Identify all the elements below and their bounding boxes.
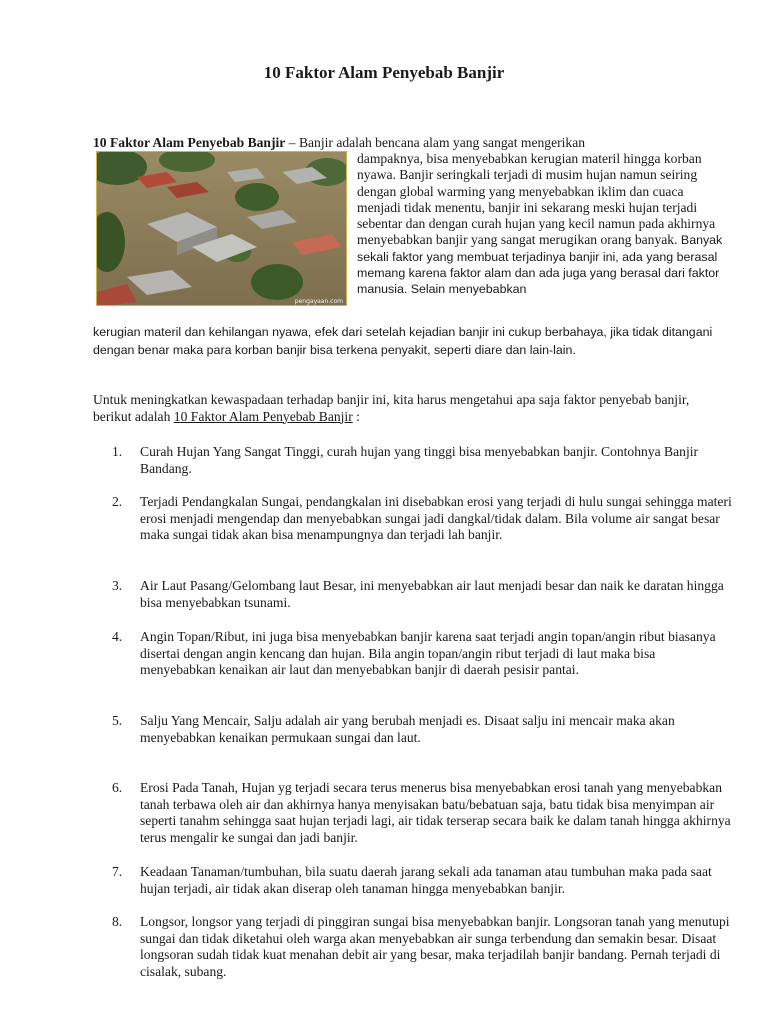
list-item-number: 6.	[112, 780, 123, 795]
list-item-number: 3.	[112, 578, 123, 593]
list-item	[112, 494, 732, 544]
list-item-number: 4.	[112, 629, 123, 644]
list-item-text: Longsor, longsor yang terjadi di pinggiran sungai bisa menyebabkan banjir. Longsoran tanah yang menutupi sungai dan tidak diketahui oleh warga akan menyebabkan air sunga terbendung dan semakin besar. Disaat longsoran sudah tidak kuat menahan debit air yang besar, maka terjadilah banjir bandang. Pernah terjadi di cisalak, subang.	[140, 914, 730, 979]
intro-beside-sans: Banyak sekali faktor yang membuat terjadinya banjir ini, ada yang berasal memang karena faktor alam dan ada juga yang berasal dari faktor manusia. Selain menyebabkan	[357, 233, 723, 297]
list-item	[112, 629, 732, 679]
list-item	[112, 713, 732, 746]
list-item-text: Terjadi Pendangkalan Sungai, pendangkalan ini disebabkan erosi yang terjadi di hulu sungai sehingga materi erosi menjadi mengendap dan menyebabkan sungai jadi dangkal/tidak dalam. Bila volume air sangat besar maka sungai tidak akan bisa menampungnya dan terjadi lah banjir.	[140, 494, 732, 542]
list-item-text: Salju Yang Mencair, Salju adalah air yang berubah menjadi es. Disaat salju ini mencair maka akan menyebabkan kenaikan permukaan sungai dan laut.	[140, 713, 675, 745]
list-item-text: Air Laut Pasang/Gelombang laut Besar, ini menyebabkan air laut menjadi besar dan naik ke daratan hingga bisa menyebabkan tsunami.	[140, 578, 724, 610]
page-title: 10 Faktor Alam Penyebab Banjir	[263, 63, 505, 82]
list-item	[112, 864, 732, 897]
intro-beside-serif: dampaknya, bisa menyebabkan kerugian materil hingga korban nyawa. Banjir seringkali terjadi di musim hujan namun seiring dengan global warming yang menyebabkan iklim dan cuaca menjadi tidak menentu, banjir ini sekarang meski hujan terjadi sebentar dan dengan curah hujan yang kecil namun pada akhirnya menyebabkan banjir yang sangat merugikan orang banyak.	[357, 151, 716, 248]
para2-after-link: :	[352, 408, 360, 424]
list-item-text: Curah Hujan Yang Sangat Tinggi, curah hujan yang tinggi bisa menyebabkan banjir. Contohnya Banjir Bandang.	[140, 444, 699, 476]
list-item	[112, 444, 732, 477]
list-item-text: Angin Topan/Ribut, ini juga bisa menyebabkan banjir karena saat terjadi angin topan/angin ribut biasanya disertai dengan angin kencang dan hujan. Bila angin topan/angin ribut terjadi di laut maka bisa menyebabkan kenaikan air laut dan menyebabkan banjir di daerah pesisir pantai.	[140, 629, 716, 677]
article-link[interactable]: 10 Faktor Alam Penyebab Banjir	[173, 408, 353, 424]
image-watermark: pengayaan.com	[294, 298, 343, 305]
intro-lead-rest: – Banjir adalah bencana alam yang sangat mengerikan	[285, 135, 586, 150]
list-item-number: 7.	[112, 864, 123, 879]
list-item-text: Erosi Pada Tanah, Hujan yg terjadi secara terus menerus bisa menyebabkan erosi tanah yang menyebabkan tanah terbawa oleh air dan akhirnya hanya menyisakan batu/bebatuan saja, batu tidak bisa menyimpan air seperti tanahm sehingga saat hujan terjadi lagi, air tidak terserap secara baik ke dalam tanah hingga akhirnya terus mengalir ke sungai dan jadi banjir.	[140, 780, 731, 845]
list-item-text: Keadaan Tanaman/tumbuhan, bila suatu daerah jarang sekali ada tanaman atau tumbuhan maka pada saat hujan terjadi, air tidak akan diserap oleh tanaman hingga menyebabkan banjir.	[140, 864, 712, 896]
list-item	[112, 780, 732, 846]
list-item-number: 2.	[112, 494, 123, 509]
intro-lead-bold: 10 Faktor Alam Penyebab Banjir	[93, 135, 286, 150]
intro-full-width: kerugian materil dan kehilangan nyawa, efek dari setelah kejadian banjir ini cukup berbahaya, jika tidak ditangani dengan benar maka para korban banjir bisa terkena penyakit, seperti diare dan lain-lain.	[93, 325, 713, 357]
list-item	[112, 914, 732, 980]
para2-before-link: Untuk meningkatkan kewaspadaan terhadap banjir ini, kita harus mengetahui apa saja faktor penyebab banjir, berikut adalah	[93, 392, 690, 424]
list-item	[112, 578, 732, 611]
list-item-number: 5.	[112, 713, 123, 728]
list-item-number: 1.	[112, 444, 123, 459]
list-item-number: 8.	[112, 914, 123, 929]
